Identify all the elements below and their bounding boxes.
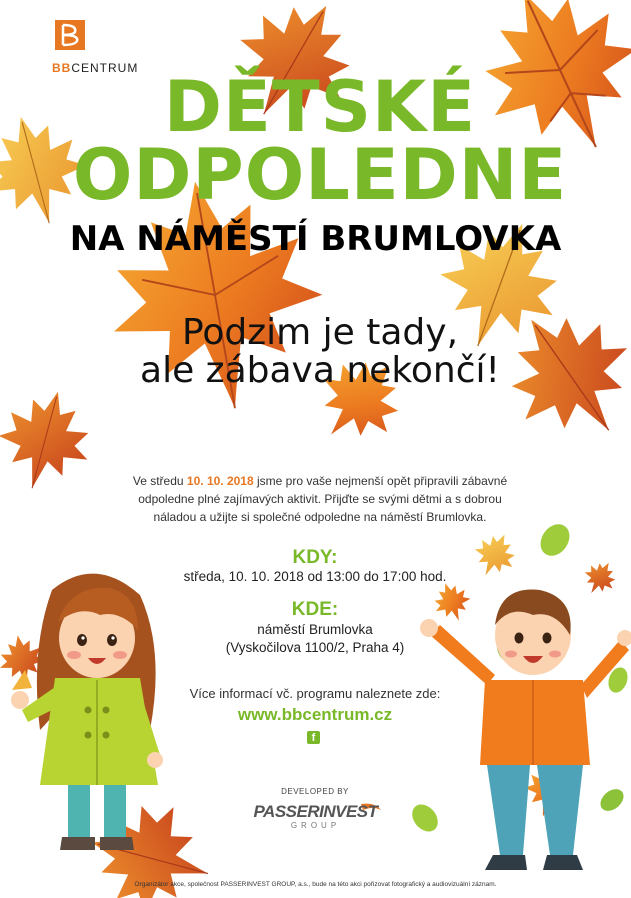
where-label: KDE: xyxy=(291,599,339,620)
website-link[interactable]: www.bbcentrum.cz xyxy=(237,705,393,724)
slogan-line-2: ale zábava nekončí! xyxy=(140,350,500,391)
facebook-icon[interactable]: f xyxy=(307,731,320,744)
logo-brand-suffix: CENTRUM xyxy=(71,61,139,75)
leaf-icon xyxy=(0,380,102,500)
intro-date: 10. 10. 2018 xyxy=(186,474,254,488)
slogan-line-1: Podzim je tady, xyxy=(181,312,459,353)
title-line-2: ODPOLEDNE xyxy=(72,134,568,216)
disclaimer: Organizátor akce, společnost PASSERINVEST GROUP, a.s., bude na této akci pořizovat fotografický a audiovizuální záznam. xyxy=(134,881,497,888)
bbcentrum-logo xyxy=(52,20,139,80)
when-value: středa, 10. 10. 2018 od 13:00 do 17:00 hod. xyxy=(183,569,447,584)
bb-monogram-icon xyxy=(55,20,85,50)
green-leaf-icon xyxy=(535,519,576,562)
passerinvest-name: PASSERINVEST xyxy=(253,802,378,821)
intro-text-after: jsme pro vaše nejmenší opět připravili zábavné odpoledne plné zajímavých aktivit. Přijďte se svými dětmi a s dobrou náladou a užijte si společné odpoledne na náměstí Brumlovka. xyxy=(138,474,508,524)
intro-paragraph xyxy=(125,472,515,526)
intro-text-before: Ve středu xyxy=(132,474,187,488)
logo-brand-prefix: BB xyxy=(52,61,72,75)
more-info-text: Více informací vč. programu naleznete zde: xyxy=(189,686,441,701)
where-line-2: (Vyskočilova 1100/2, Praha 4) xyxy=(225,640,405,655)
passerinvest-logo xyxy=(243,800,388,834)
title-line-1: DĚTSKÉ xyxy=(163,66,477,148)
where-line-1: náměstí Brumlovka xyxy=(257,622,373,637)
subtitle: NA NÁMĚSTÍ BRUMLOVKA xyxy=(69,219,562,259)
when-label: KDY: xyxy=(292,547,338,568)
developed-by-label: DEVELOPED BY xyxy=(281,787,349,796)
passerinvest-group: GROUP xyxy=(290,821,341,830)
